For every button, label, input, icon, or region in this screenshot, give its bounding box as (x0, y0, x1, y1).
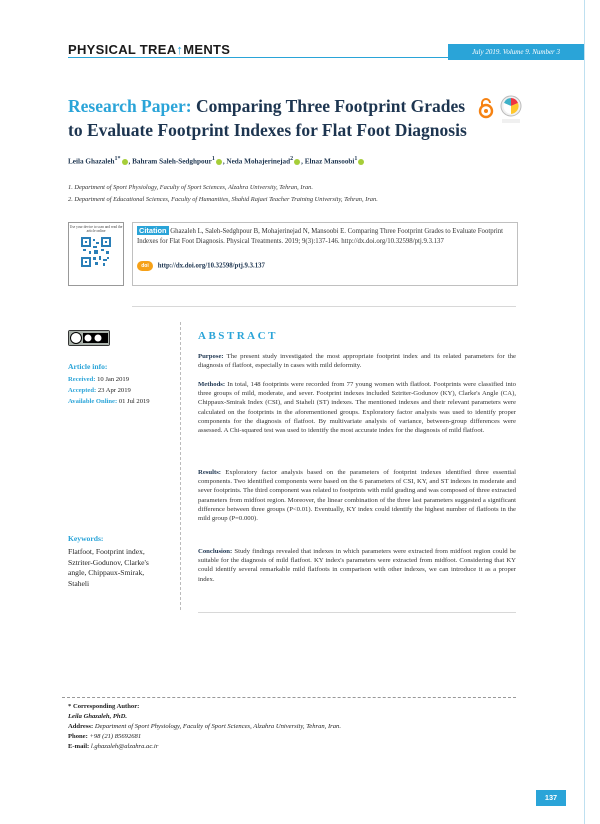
article-info-heading: Article info: (68, 362, 108, 371)
abstract-heading: ABSTRACT (198, 330, 278, 342)
accepted-date: Accepted: 23 Apr 2019 (68, 387, 131, 394)
separator (132, 306, 516, 307)
author-name[interactable]: Neda Mohajerinejad (226, 157, 291, 166)
keywords-heading: Keywords: (68, 534, 104, 543)
arrow-icon: ↑ (176, 42, 184, 57)
qr-code-icon[interactable] (81, 237, 111, 267)
citation-label: Citation (139, 226, 167, 235)
cc-license-icon[interactable] (68, 330, 110, 346)
article-title (68, 94, 468, 142)
doi-link[interactable]: http://dx.doi.org/10.32598/ptj.9.3.137 (157, 262, 265, 270)
author-name[interactable]: Elnaz Mansoobi (304, 157, 355, 166)
orcid-icon[interactable] (122, 159, 128, 165)
header-rule (68, 57, 448, 58)
author-name[interactable]: Leila Ghazaleh (68, 157, 115, 166)
page-edge-rule (584, 0, 585, 824)
corresponding-address: Address: Department of Sport Physiology, Faculty of Sport Sciences, Alzahra University, Tehran, Iran. (68, 723, 341, 730)
affiliation-2: 2. Department of Educational Sciences, Faculty of Humanities, Shahid Rajaei Teacher Training University, Tehran, Iran. (68, 196, 378, 203)
affiliation-1: 1. Department of Sport Physiology, Faculty of Sport Sciences, Alzahra University, Tehran, Iran. (68, 184, 313, 191)
crossmark-icon[interactable] (500, 95, 522, 125)
qr-caption: Use your device to scan and read the article online (69, 225, 123, 233)
page-number: 137 (536, 790, 566, 806)
abstract-purpose: Purpose: The present study investigated the most appropriate footprint index and its related parameters for the diagnosis of flatfoot, especially in cases with mild deformity. (198, 353, 516, 370)
doi-line (137, 261, 265, 271)
abstract-bottom-rule (198, 612, 516, 613)
orcid-icon[interactable] (216, 159, 222, 165)
corresponding-email: E-mail: l.ghazaleh@alzahra.ac.ir (68, 743, 159, 750)
open-access-icon (477, 97, 495, 119)
orcid-icon[interactable] (294, 159, 300, 165)
author-list: Leila Ghazaleh$^{1*}$ , Bahram Saleh-Sedghpour$^1$ , Neda Mohajerinejad$^2$ , Elnaz Mansoobi$^1$ (68, 156, 365, 165)
received-date: Received: 10 Jan 2019 (68, 376, 129, 383)
corresponding-name: Leila Ghazaleh, PhD. (68, 713, 127, 720)
article-type-label: Research Paper: (68, 96, 192, 116)
citation-text: Citation Ghazaleh L, Saleh-Sedghpour B, Mohajerinejad N, Mansoobi E. Comparing Three Footprint Grades to Evaluate Footprint Indexes for Flat Foot Diagnosis. Physical Treatments. 2019; 9(3):137-146. http://dx.doi.org/10.32598/ptj.9.3.137 (137, 226, 504, 245)
citation-box (132, 222, 518, 286)
title-text: Comparing Three Footprint Grades to Evaluate Footprint Indexes for Flat Foot Diagnosis (68, 96, 467, 140)
keywords-text: Flatfoot, Footprint index, Sztriter-Godunov, Clarke's angle, Chippaux-Smirak, Staheli (68, 547, 149, 588)
abstract-results: Results: Exploratory factor analysis based on the parameters of footprint indexes identified three essential components. Two identified components were based on the 6 parameters of CSI, KY, and ST indexes in moderate and sever footprints. The third component was related to footprints with mild grading and was composed of three extracted parameters from midfoot region. Moreover, the linear combination of the three last parameters suggested a significant difference between three groups (P<0.01). Eventually, KY index could identify the highest number of flatfoots in the mild group (P=0.000). (198, 469, 516, 523)
email-link[interactable]: l.ghazaleh@alzahra.ac.ir (90, 743, 159, 750)
online-date: Available Online: 01 Jul 2019 (68, 398, 150, 405)
abstract-methods: Methods: In total, 148 footprints were recorded from 77 young women with flatfoot. Footprints were classified into three groups of mild, moderate, and sever. Footprint indexes included Sztriter-Godunov (KY), Clarke's Angle (CA), Chippaux-Smirak Index (CSI), and Staheli (ST) indexes. The mentioned indexes and their relevant parameters were calculated on the footprints in the aforementioned groups. Exploratory factor analysis was used to identify proper components for the diagnosis of flatfoot. By multivariate analysis of variance, between-group differences were assessed. A Chi-squared test was used to identify the most accurate index for the diagnosis of mild flatfoot. (198, 381, 516, 435)
doi-icon: doi (137, 261, 153, 271)
orcid-icon[interactable] (358, 159, 364, 165)
corresponding-heading: * Corresponding Author: (68, 703, 140, 710)
qr-code-box (68, 222, 124, 286)
corresponding-phone: Phone: +98 (21) 85692681 (68, 733, 142, 740)
author-name[interactable]: Bahram Saleh-Sedghpour (132, 157, 212, 166)
abstract-conclusion: Conclusion: Study findings revealed that indexes in which parameters were extracted from midfoot region could be suitable for the diagnosis of mild flatfoot. KY index's parameters were extracted from midfoot. Considering that KY could identify several remarkable mild flatfoots in comparison with other indexes, we can introduce it as a proper index. (198, 548, 517, 583)
column-divider (180, 322, 181, 610)
issue-badge: July 2019. Volume 9. Number 3 (448, 44, 584, 60)
journal-name: PHYSICAL TREA↑MENTS (68, 42, 231, 57)
